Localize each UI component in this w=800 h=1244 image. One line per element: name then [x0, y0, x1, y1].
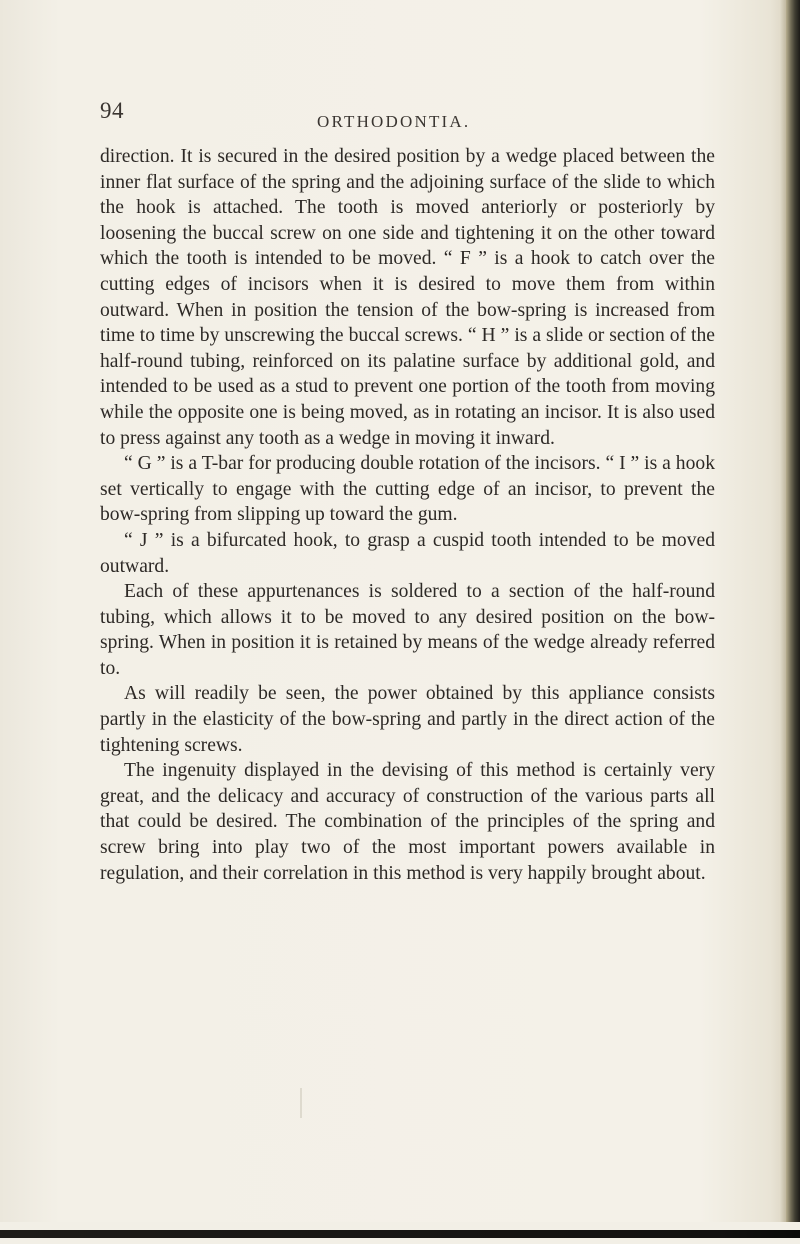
paragraph-3: “ J ” is a bifurcated hook, to grasp a cuspid tooth intended to be moved outward. [100, 529, 715, 577]
paragraph-2: “ G ” is a T-bar for producing double rotation of the incisors. “ I ” is a hook set vertically to engage with the cutting edge of an incisor, to prevent the bow-spring from slipping up toward the gum. [100, 453, 715, 526]
paragraph-1: direction. It is secured in the desired position by a wedge placed between the inner flat surface of the spring and the adjoining surface of the slide to which the hook is attached. The tooth is moved anteriorly or posteriorly by loosening the buccal screw on one side and tightening it on the other toward which the tooth is intended to be moved. “ F ” is a hook to catch over the cutting edges of incisors when it is desired to move them from within outward. When in position the tension of the bow-spring is increased from time to time by unscrewing the buccal screws. “ H ” is a slide or section of the half-round tubing, reinforced on its palatine surface by additional gold, and intended to be used as a stud to prevent one portion of the tooth from moving while the opposite one is being moved, as in rotating an incisor. It is also used to press against any tooth as a wedge in moving it inward. [100, 146, 715, 449]
running-head: ORTHODONTIA. [317, 112, 471, 131]
page-header [100, 98, 720, 138]
paragraph-6: The ingenuity displayed in the devising of this method is certainly very great, and the delicacy and accuracy of construction of the various parts all that could be desired. The combination of the principles of the spring and screw bring into play two of the most important powers available in regulation, and their correlation in this method is very happily brought about. [100, 760, 715, 884]
page-bottom-edge [0, 1230, 800, 1238]
page-number: 94 [100, 98, 124, 123]
body-text [100, 144, 715, 886]
paragraph-4: Each of these appurtenances is soldered to a section of the half-round tubing, which allows it to be moved to any desired position on the bow-spring. When in position it is retained by means of the wedge already referred to. [100, 581, 715, 679]
book-binding-edge [786, 0, 800, 1244]
scan-mark [300, 1088, 302, 1118]
paragraph-5: As will readily be seen, the power obtained by this appliance consists partly in the elasticity of the bow-spring and partly in the direct action of the tightening screws. [100, 683, 715, 756]
